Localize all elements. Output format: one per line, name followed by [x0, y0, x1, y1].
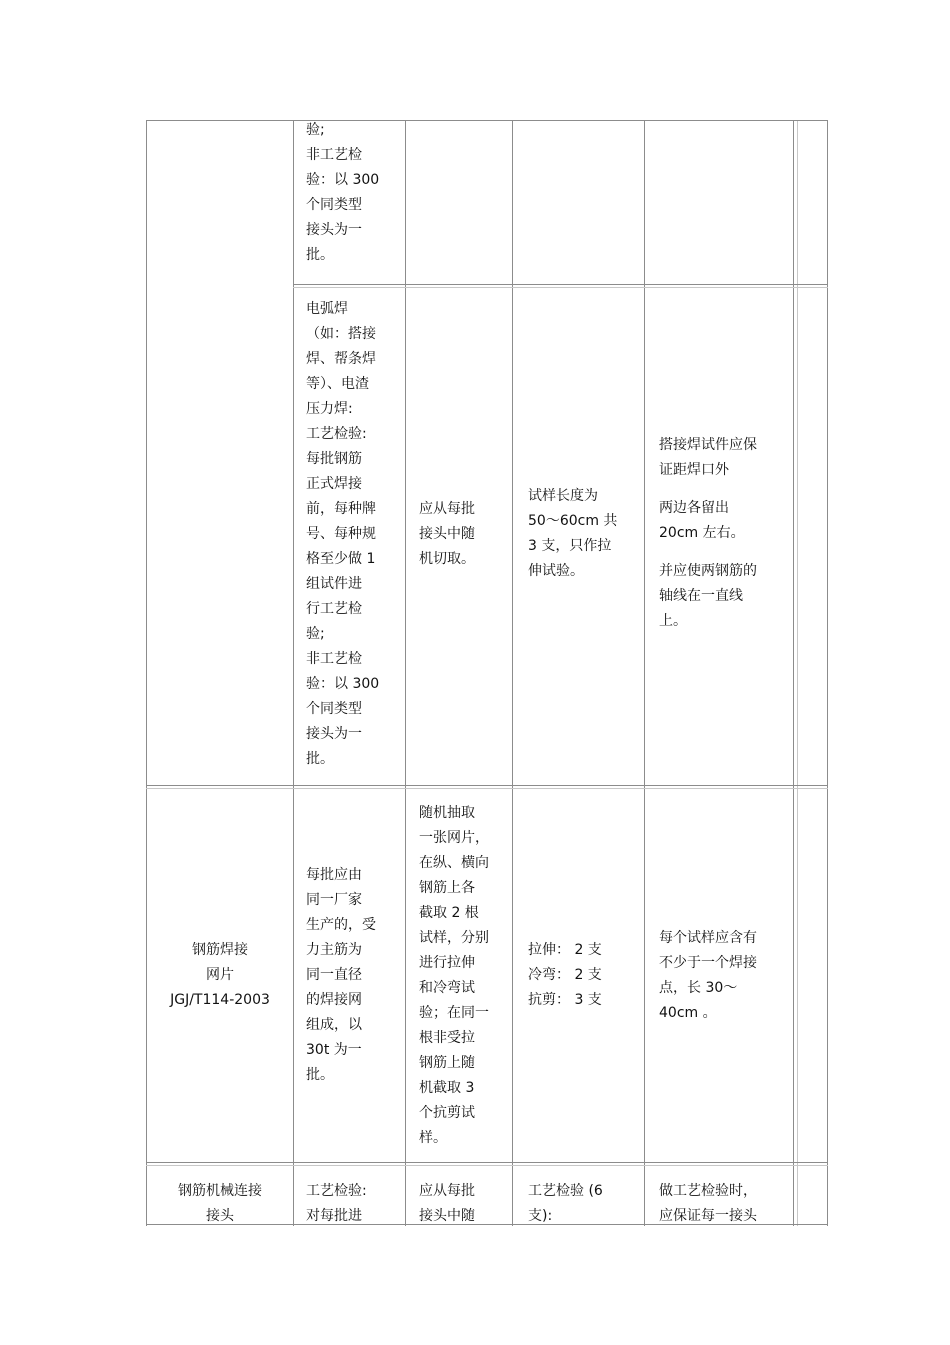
- cell-line: 一张网片，: [419, 830, 489, 846]
- row2-quantity-cell: [528, 484, 617, 584]
- cell-line: 机切取。: [419, 551, 475, 567]
- cell-line: 验;: [306, 626, 325, 642]
- row3-remarks-cell: [659, 926, 757, 1026]
- cell-line: 压力焊:: [306, 401, 353, 417]
- paragraph-gap: [659, 483, 757, 496]
- cell-line: 根非受拉: [419, 1030, 475, 1046]
- row2-method-cell: [306, 297, 379, 772]
- paragraph-gap: [659, 546, 757, 559]
- cell-line: 组试件进: [306, 576, 362, 592]
- cell-line: 每批钢筋: [306, 451, 362, 467]
- cell-line: 对每批进: [306, 1208, 362, 1224]
- cell-line: 不少于一个焊接: [659, 955, 757, 971]
- cell-line: 两边各留出: [659, 500, 729, 516]
- cell-line: 伸试验。: [528, 563, 584, 579]
- row2-remarks-cell: [659, 433, 757, 634]
- cell-line: 应保证每一接头: [659, 1208, 757, 1224]
- row4-name-cell: [147, 1179, 293, 1229]
- cell-line: 50～60cm 共: [528, 513, 618, 529]
- cell-line: 40cm 。: [659, 1005, 717, 1021]
- cell-line: 电弧焊: [306, 301, 348, 317]
- cell-line: 试样长度为: [528, 488, 598, 504]
- cell-line: 验：以 300: [306, 172, 380, 188]
- cell-line: 批。: [306, 247, 334, 263]
- cell-line: 个同类型: [306, 701, 362, 717]
- cell-line: 格至少做 1: [306, 551, 376, 567]
- cell-line: 在纵、横向: [419, 855, 489, 871]
- cell-line: 搭接焊试件应保: [659, 437, 757, 453]
- row4-remarks-cell: [659, 1179, 757, 1229]
- row2-sampling-cell: [419, 497, 475, 572]
- cell-line: 非工艺检: [306, 147, 362, 163]
- table-border-top: [146, 120, 828, 121]
- table-column-divider: [405, 120, 406, 1226]
- cell-line: 接头为一: [306, 726, 362, 742]
- cell-line: 非工艺检: [306, 651, 362, 667]
- cell-line: 等）、电渣: [306, 376, 369, 392]
- table-row-divider: [146, 785, 828, 786]
- cell-line: 同一厂家: [306, 892, 362, 908]
- table-row-divider: [146, 1162, 828, 1163]
- cell-line: 批。: [306, 751, 334, 767]
- cell-line: 工艺检验:: [306, 426, 367, 442]
- cell-line: 应从每批: [419, 1183, 475, 1199]
- cell-line: 应从每批: [419, 501, 475, 517]
- cell-line: 验：以 300: [306, 676, 380, 692]
- row3-name-cell: [147, 938, 293, 1013]
- cell-line: JGJ/T114-2003: [170, 992, 270, 1008]
- cell-line: 轴线在一直线: [659, 588, 743, 604]
- table-border-right: [827, 120, 828, 1226]
- table-border-left: [146, 120, 147, 1226]
- cell-line: 点，长 30～: [659, 980, 738, 996]
- cell-line: 钢筋焊接: [192, 942, 248, 958]
- cell-line: 接头中随: [419, 1208, 475, 1224]
- cell-line: 接头: [206, 1208, 234, 1224]
- cell-line: 钢筋上各: [419, 880, 475, 896]
- cell-line: 正式焊接: [306, 476, 362, 492]
- cell-line: 机截取 3: [419, 1080, 475, 1096]
- cell-line: 进行拉伸: [419, 955, 475, 971]
- cell-line: 截取 2 根: [419, 905, 479, 921]
- cell-line: 力主筋为: [306, 942, 362, 958]
- cell-line: 网片: [206, 967, 234, 983]
- table-column-divider: [793, 120, 794, 1226]
- cell-line: 并应使两钢筋的: [659, 563, 757, 579]
- cell-line: 前，每种牌: [306, 501, 376, 517]
- cell-line: 拉伸： 2 支: [528, 942, 602, 958]
- table-row-divider: [146, 1165, 828, 1166]
- cell-line: 同一直径: [306, 967, 362, 983]
- cell-line: 随机抽取: [419, 805, 475, 821]
- table-row-divider: [293, 284, 828, 285]
- cell-line: 30t 为一: [306, 1042, 362, 1058]
- cell-line: 20cm 左右。: [659, 525, 745, 541]
- cell-line: 支):: [528, 1208, 553, 1224]
- cell-line: 3 支，只作拉: [528, 538, 612, 554]
- cell-line: 的焊接网: [306, 992, 362, 1008]
- row4-quantity-cell: [528, 1179, 603, 1229]
- table-column-divider: [644, 120, 645, 1226]
- cell-line: 号、每种规: [306, 526, 376, 542]
- cell-line: 样。: [419, 1130, 447, 1146]
- cell-line: 每批应由: [306, 867, 362, 883]
- cell-line: 上。: [659, 613, 687, 629]
- cell-line: 生产的，受: [306, 917, 376, 933]
- cell-line: 组成，以: [306, 1017, 362, 1033]
- cell-line: 钢筋上随: [419, 1055, 475, 1071]
- cell-line: 个同类型: [306, 197, 362, 213]
- cell-line: 验;: [306, 122, 325, 138]
- table-column-divider: [512, 120, 513, 1226]
- cell-line: 工艺检验:: [306, 1183, 367, 1199]
- table-row-divider: [146, 788, 828, 789]
- cell-line: 冷弯： 2 支: [528, 967, 602, 983]
- cell-line: 抗剪： 3 支: [528, 992, 602, 1008]
- table-column-divider: [293, 120, 294, 1226]
- table-column-divider: [797, 120, 798, 1226]
- cell-line: 做工艺检验时，: [659, 1183, 757, 1199]
- cell-line: 批。: [306, 1067, 334, 1083]
- cell-line: （如：搭接: [306, 326, 376, 342]
- row3-quantity-cell: [528, 938, 602, 1013]
- row1-method-cell: [306, 118, 379, 268]
- row4-sampling-cell: [419, 1179, 475, 1229]
- cell-line: 试样，分别: [419, 930, 489, 946]
- table-row-divider: [293, 287, 828, 288]
- cell-line: 行工艺检: [306, 601, 362, 617]
- cell-line: 钢筋机械连接: [178, 1183, 262, 1199]
- cell-line: 工艺检验 (6: [528, 1183, 603, 1199]
- cell-line: 每个试样应含有: [659, 930, 757, 946]
- row4-method-cell: [306, 1179, 367, 1229]
- cell-line: 证距焊口外: [659, 462, 729, 478]
- row3-sampling-cell: [419, 801, 489, 1151]
- cell-line: 接头为一: [306, 222, 362, 238]
- cell-line: 接头中随: [419, 526, 475, 542]
- cell-line: 验；在同一: [419, 1005, 489, 1021]
- cell-line: 焊、帮条焊: [306, 351, 376, 367]
- cell-line: 个抗剪试: [419, 1105, 475, 1121]
- cell-line: 和冷弯试: [419, 980, 475, 996]
- row3-method-cell: [306, 863, 376, 1088]
